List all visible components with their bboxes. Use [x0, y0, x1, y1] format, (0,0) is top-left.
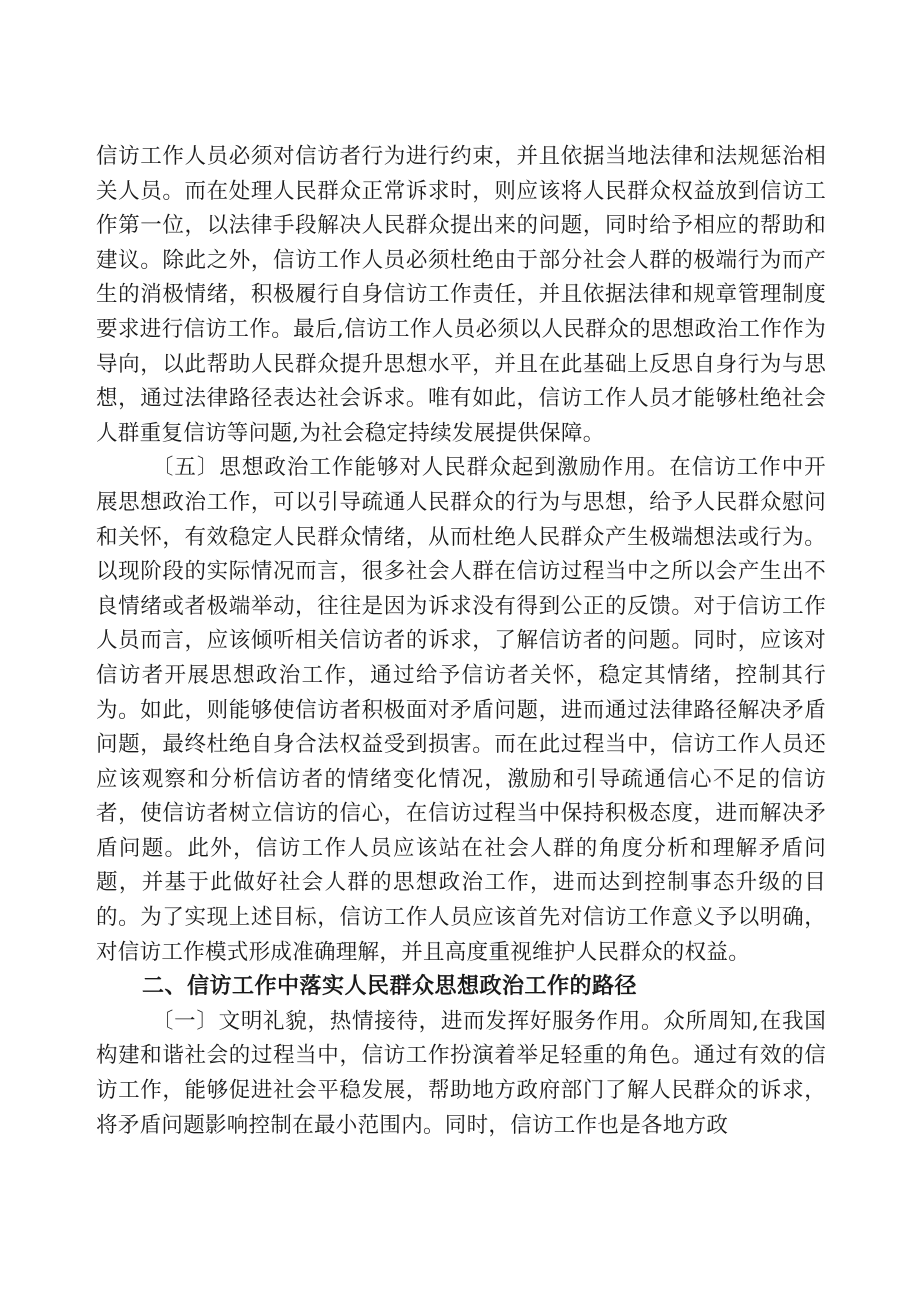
paragraph-incentive-role: 〔五〕思想政治工作能够对人民群众起到激励作用。在信访工作中开展思想政治工作，可以引导疏通人民群众的行为与思想，给予人民群众慰问和关怀，有效稳定人民群众情绪，从而杜绝人民群众产生极端想法或行为。以现阶段的实际情况而言，很多社会人群在信访过程当中之所以会产生出不良情绪或者极端举动，往往是因为诉求没有得到公正的反馈。对于信访工作人员而言，应该倾听相关信访者的诉求，了解信访者的问题。同时，应该对信访者开展思想政治工作，通过给予信访者关怀，稳定其情绪，控制其行为。如此，则能够使信访者积极面对矛盾问题，进而通过法律路径解决矛盾问题，最终杜绝自身合法权益受到损害。而在此过程当中，信访工作人员还应该观察和分析信访者的情绪变化情况，激励和引导疏通信心不足的信访者，使信访者树立信访的信心，在信访过程当中保持积极态度，进而解决矛盾问题。此外，信访工作人员应该站在社会人群的角度分析和理解矛盾问题，并基于此做好社会人群的思想政治工作，进而达到控制事态升级的目的。为了实现上述目标，信访工作人员应该首先对信访工作意义予以明确，对信访工作模式形成准确理解，并且高度重视维护人民群众的权益。	[96, 455, 826, 965]
paragraph-courtesy-service: 〔一〕文明礼貌，热情接待，进而发挥好服务作用。众所周知,在我国构建和谐社会的过程当中，信访工作扮演着举足轻重的角色。通过有效的信访工作，能够促进社会平稳发展，帮助地方政府部门了解人民群众的诉求，将矛盾问题影响控制在最小范围内。同时，信访工作也是各地方政	[96, 1008, 826, 1138]
document-page	[96, 140, 826, 1143]
paragraph-constraints: 信访工作人员必须对信访者行为进行约束，并且依据当地法律和法规惩治相关人员。而在处理人民群众正常诉求时，则应该将人民群众权益放到信访工作第一位，以法律手段解决人民群众提出来的问题，同时给予相应的帮助和建议。除此之外，信访工作人员必须杜绝由于部分社会人群的极端行为而产生的消极情绪，积极履行自身信访工作责任，并且依据法律和规章管理制度要求进行信访工作。最后,信访工作人员必须以人民群众的思想政治工作作为导向，以此帮助人民群众提升思想水平，并且在此基础上反思自身行为与思想，通过法律路径表达社会诉求。唯有如此，信访工作人员才能够杜绝社会人群重复信访等问题,为社会稳定持续发展提供保障。	[96, 144, 826, 446]
section-heading: 二、信访工作中落实人民群众思想政治工作的路径	[142, 974, 638, 1000]
